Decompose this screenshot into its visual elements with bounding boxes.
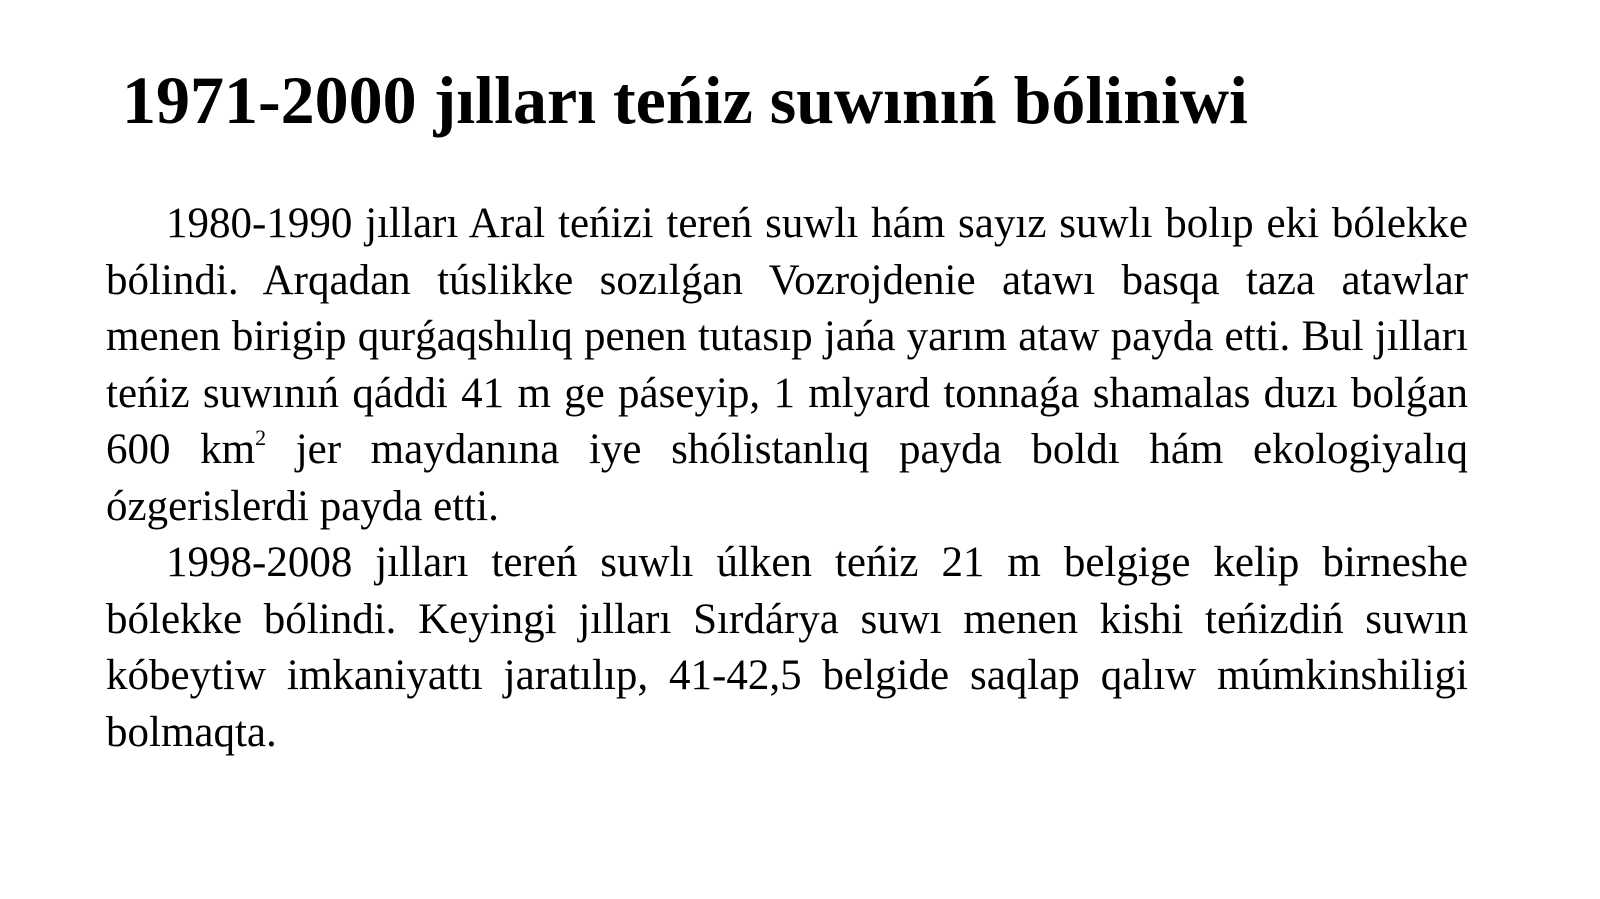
- slide-body: [106, 196, 1468, 761]
- slide-title: 1971-2000 jılları teńiz suwınıń bóliniwi: [122, 62, 1248, 138]
- superscript-2: 2: [255, 425, 267, 450]
- paragraph-1: [106, 196, 1468, 535]
- paragraph-1-text-end: jer maydanına iye shólistanlıq payda boldı hám ekologiyalıq ózgerislerdi payda etti.: [106, 426, 1468, 530]
- paragraph-1-text: 1980-1990 jılları Aral teńizi tereń suwlı hám sayız suwlı bolıp eki bólekke bólindi. Arqadan túslikke sozılǵan Vozrojdenie atawı basqa taza atawlar menen birigip qurǵaqshılıq penen tutasıp jańa yarım ataw payda etti. Bul jılları teńiz suwınıń qáddi 41 m ge páseyip, 1 mlyard tonnaǵa shamalas duzı bolǵan 600 km: [106, 200, 1468, 473]
- paragraph-2: 1998-2008 jılları tereń suwlı úlken teńiz 21 m belgige kelip birneshe bólekke bólindi. Keyingi jılları Sırdárya suwı menen kishi teńizdiń suwın kóbeytiw imkaniyattı jaratılıp, 41-42,5 belgide saqlap qalıw múmkinshiligi bolmaqta.: [106, 539, 1468, 756]
